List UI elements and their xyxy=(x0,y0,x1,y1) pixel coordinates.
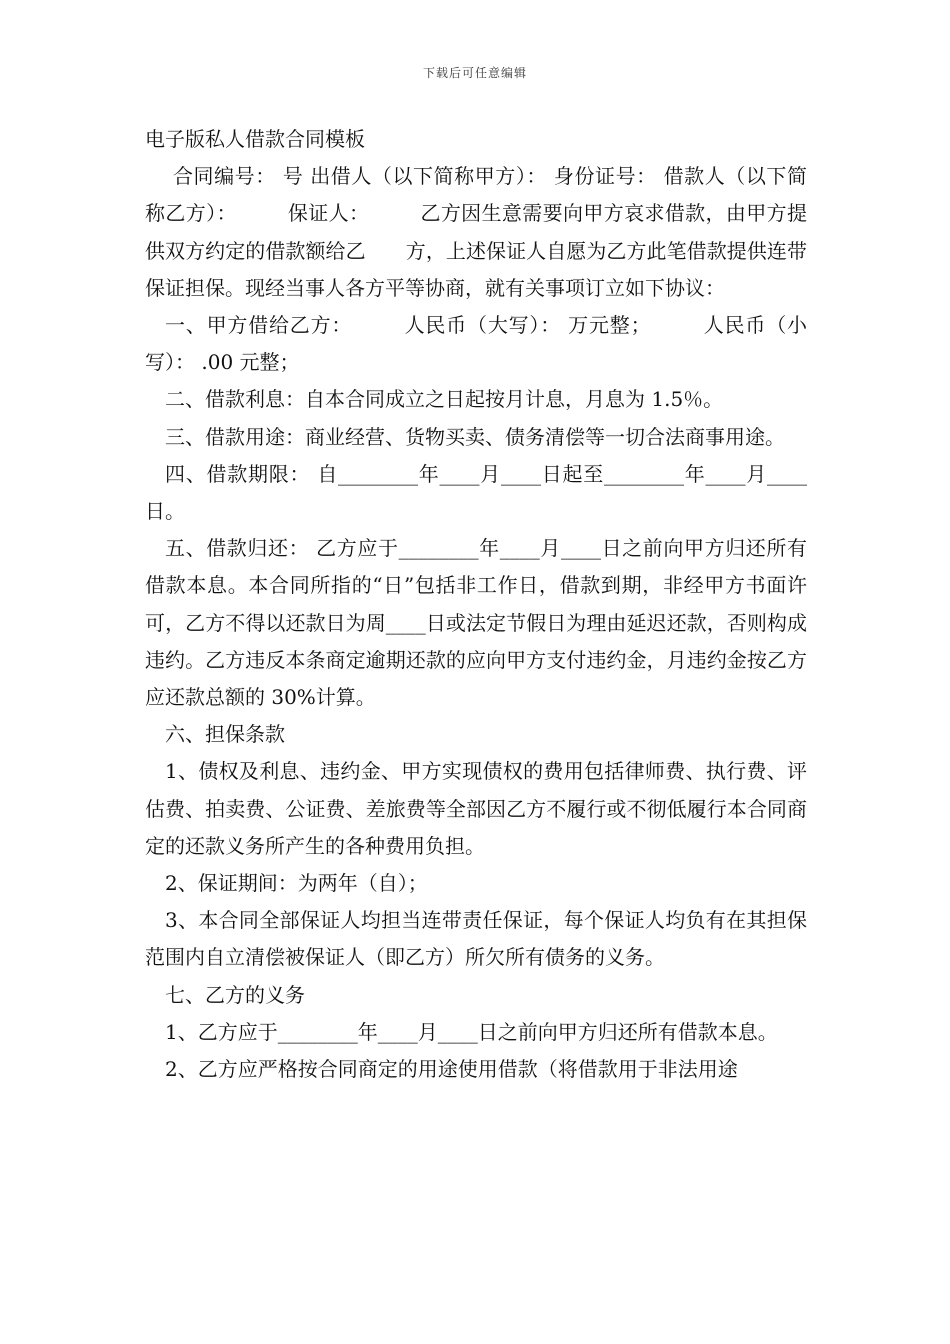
paragraph-clause-6-item-2: 2、保证期间：为两年（自）； xyxy=(165,871,428,896)
paragraph-clause-4: 四、借款期限： 自________年____月____日起至________年____月____日。 xyxy=(145,461,807,524)
paragraph-clause-7-item-2: 2、乙方应严格按合同商定的用途使用借款（将借款用于非法用途 xyxy=(165,1057,738,1082)
document-body xyxy=(145,121,807,1088)
paragraph-clause-1: 一、甲方借给乙方： 人民币（大写）： 万元整； 人民币（小写）： .00 元整； xyxy=(145,313,807,375)
paragraph-clause-7-heading: 七、乙方的义务 xyxy=(165,982,305,1007)
paragraph-clause-3: 三、借款用途：商业经营、货物买卖、债务清偿等一切合法商事用途。 xyxy=(165,424,785,449)
paragraph-clause-6-heading: 六、担保条款 xyxy=(165,722,285,747)
header-note: 下载后可任意编辑 xyxy=(422,66,527,80)
paragraph-clause-6-item-3: 3、本合同全部保证人均担当连带责任保证，每个保证人均负有在其担保范围内自立清偿被保证人（即乙方）所欠所有债务的义务。 xyxy=(145,908,807,970)
paragraph-clause-5: 五、借款归还： 乙方应于________年____月____日之前向甲方归还所有借款本息。本合同所指的“日”包括非工作日，借款到期，非经甲方书面许可，乙方不得以还款日为周____日或法定节假日为理由延迟还款，否则构成违约。乙方违反本条商定逾期还款的应向甲方支付违约金，月违约金按乙方应还款总额的 30%计算。 xyxy=(145,536,807,710)
paragraph-clause-6-item-1: 1、债权及利息、违约金、甲方实现债权的费用包括律师费、执行费、评估费、拍卖费、公证费、差旅费等全部因乙方不履行或不彻低履行本合同商定的还款义务所产生的各种费用负担。 xyxy=(145,759,807,858)
paragraph-clause-7-item-1: 1、乙方应于________年____月____日之前向甲方归还所有借款本息。 xyxy=(165,1019,778,1044)
paragraph-clause-2: 二、借款利息：自本合同成立之日起按月计息，月息为 1.5％。 xyxy=(165,387,724,412)
document-title: 电子版私人借款合同模板 xyxy=(145,127,365,151)
paragraph-preamble: 合同编号： 号 出借人（以下简称甲方）： 身份证号： 借款人（以下简称乙方）： 保证人： 乙方因生意需要向甲方哀求借款，由甲方提供双方约定的借款额给乙 方，上述保证人自愿为乙方此笔借款提供连带保证担保。现经当事人各方平等协商，就有关事项订立如下协议： xyxy=(145,164,807,300)
